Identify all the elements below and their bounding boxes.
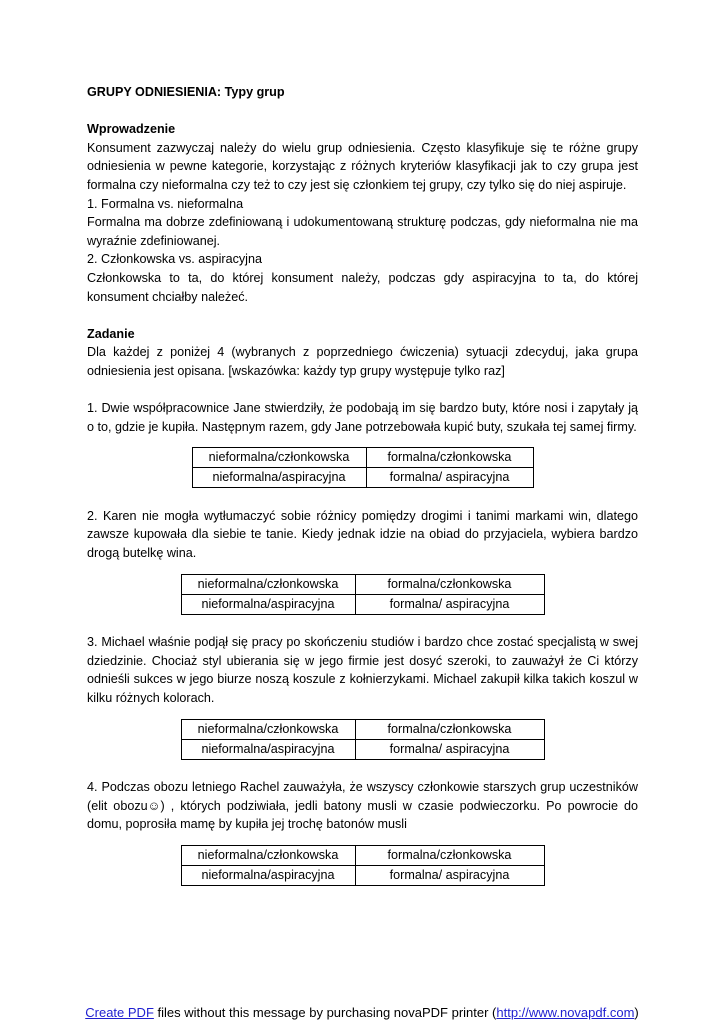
- option-formalna-czlonkowska[interactable]: formalna/członkowska: [366, 448, 533, 468]
- option-formalna-czlonkowska[interactable]: formalna/członkowska: [355, 574, 544, 594]
- document-title: GRUPY ODNIESIENIA: Typy grup: [87, 85, 285, 99]
- option-nieformalna-czlonkowska[interactable]: nieformalna/członkowska: [192, 448, 366, 468]
- option-formalna-aspiracyjna[interactable]: formalna/ aspiracyjna: [355, 594, 544, 614]
- option-nieformalna-aspiracyjna[interactable]: nieformalna/aspiracyjna: [181, 739, 355, 759]
- novapdf-link[interactable]: http://www.novapdf.com: [496, 1005, 635, 1020]
- intro-paragraph: Konsument zazwyczaj należy do wielu grup odniesienia. Często klasyfikuje się te różne grupy odniesienia w pewne kategorie, korzystając z różnych kryteriów klasyfikacji jak to czy grupa jest formalna czy nieformalna czy też to czy jest się członkiem tej grupy, czy tylko się do niej aspiruje.: [87, 140, 638, 192]
- option-formalna-czlonkowska[interactable]: formalna/członkowska: [355, 846, 544, 866]
- option-nieformalna-aspiracyjna[interactable]: nieformalna/aspiracyjna: [181, 594, 355, 614]
- question-2: 2. Karen nie mogła wytłumaczyć sobie różnicy pomiędzy drogimi i tanimi markami win, dlatego zawsze kupowała dla siebie te tanie. Kiedy jednak idzie na obiad do przyjaciela, wybiera bardzo drogą butelkę wina.: [87, 508, 638, 561]
- footer-end: ): [634, 1005, 639, 1020]
- task-instruction: Dla każdej z poniżej 4 (wybranych z poprzedniego ćwiczenia) sytuacji zdecyduj, jaka grupa odniesienia jest opisana. [wskazówka: każdy typ grupy występuje tylko raz]: [87, 345, 638, 378]
- option-formalna-aspiracyjna[interactable]: formalna/ aspiracyjna: [355, 866, 544, 886]
- option-nieformalna-aspiracyjna[interactable]: nieformalna/aspiracyjna: [192, 468, 366, 488]
- options-table-1: [192, 447, 534, 488]
- task-heading: Zadanie: [87, 326, 135, 341]
- intro-item1-title: 1. Formalna vs. nieformalna: [87, 196, 244, 211]
- pdf-footer: [0, 1005, 724, 1020]
- option-nieformalna-czlonkowska[interactable]: nieformalna/członkowska: [181, 719, 355, 739]
- question-3: 3. Michael właśnie podjął się pracy po skończeniu studiów i bardzo chce zostać specjalistą w swej dziedzinie. Chociaż styl ubierania się w jego firmie jest dosyć szeroki, to zauważył że Ci którzy odnieśli sukces w jego biurze noszą koszule z kołnierzykami. Michael zakupił kilka takich koszul w kilku różnych kolorach.: [87, 635, 638, 706]
- document-body: [87, 83, 638, 886]
- option-nieformalna-czlonkowska[interactable]: nieformalna/członkowska: [181, 846, 355, 866]
- intro-heading: Wprowadzenie: [87, 122, 176, 137]
- intro-item2-text: Członkowska to ta, do której konsument należy, podczas gdy aspiracyjna to ta, do której konsument chciałby należeć.: [87, 270, 638, 304]
- option-nieformalna-aspiracyjna[interactable]: nieformalna/aspiracyjna: [181, 866, 355, 886]
- option-formalna-aspiracyjna[interactable]: formalna/ aspiracyjna: [355, 739, 544, 759]
- intro-item1-text: Formalna ma dobrze zdefiniowaną i udokumentowaną strukturę podczas, gdy nieformalna nie ma wyraźnie zdefiniowanej.: [87, 215, 638, 248]
- question-1: 1. Dwie współpracownice Jane stwierdziły, że podobają im się bardzo buty, które nosi i zapytały ją o to, gdzie je kupiła. Następnym razem, gdy Jane potrzebowała kupić buty, szukała tej samej firmy.: [87, 401, 638, 434]
- option-formalna-czlonkowska[interactable]: formalna/członkowska: [355, 719, 544, 739]
- intro-item2-title: 2. Członkowska vs. aspiracyjna: [87, 252, 262, 267]
- question-4: 4. Podczas obozu letniego Rachel zauważyła, że wszyscy członkowie starszych grup uczestników (elit obozu☺) , których podziwiała, jedli batony musli w czasie podwieczorku. Po powrocie do domu, poprosiła mamę by kupiła jej trochę batonów musli: [87, 780, 638, 832]
- option-formalna-aspiracyjna[interactable]: formalna/ aspiracyjna: [366, 468, 533, 488]
- options-table-2: [181, 574, 545, 615]
- create-pdf-link[interactable]: Create PDF: [85, 1005, 154, 1020]
- option-nieformalna-czlonkowska[interactable]: nieformalna/członkowska: [181, 574, 355, 594]
- footer-text: files without this message by purchasing novaPDF printer (: [153, 1005, 497, 1020]
- options-table-4: [181, 845, 545, 886]
- options-table-3: [181, 719, 545, 760]
